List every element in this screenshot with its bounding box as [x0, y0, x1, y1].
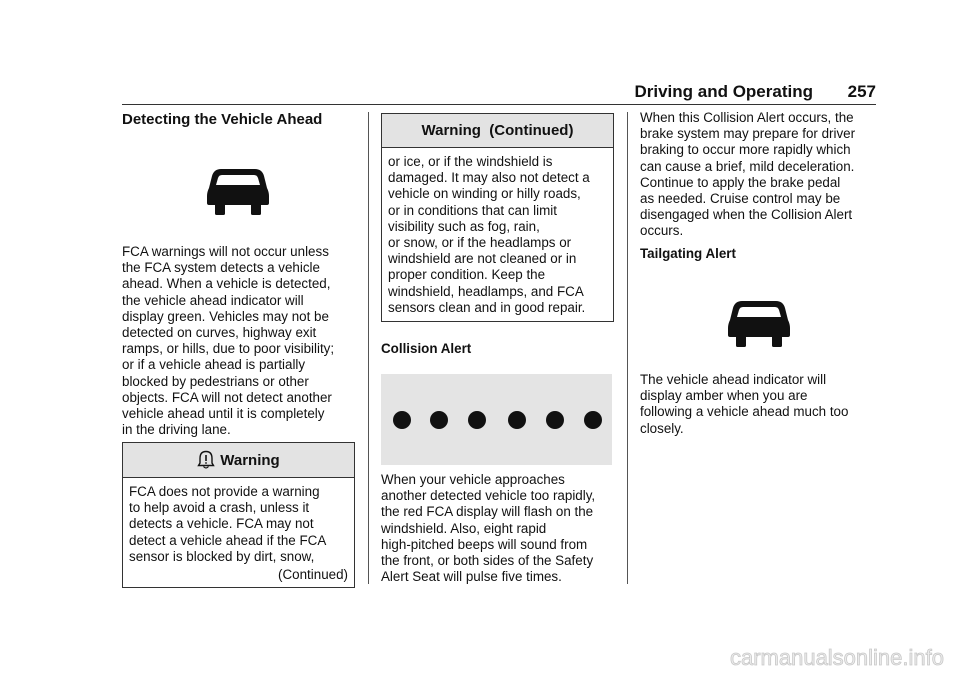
tailgating-alert-paragraph: The vehicle ahead indicator will display amber when you are following a vehicle ahead much too closely. [640, 372, 849, 436]
collision-alert-paragraph: When your vehicle approaches another detected vehicle too rapidly, the red FCA display will flash on the windshield. Also, eight rapid high-pitched beeps will sound from the front, or both sides of the Safety Alert Seat will pulse five times. [381, 472, 596, 585]
fca-detection-paragraph: FCA warnings will not occur unless the FCA system detects a vehicle ahead. When a vehicle is detected, the vehicle ahead indicator will display green. Vehicles may not be detected on curves, highway exit ramps, or hills, due to poor visibility; or if a vehicle ahead is partially blocked by pedestrians or other objects. FCA will not detect another vehicle ahead until it is completely in the driving lane. [122, 244, 335, 438]
alert-dot [430, 411, 448, 429]
warning-continued-text: or ice, or if the windshield is damaged. It may also not detect a vehicle on winding or hilly roads, or in conditions that can limit visibility such as fog, rain, or snow, or if the headlamps or windshield are not cleaned or in proper condition. Keep the windshield, headlamps, and FCA sensors clean and in good repair. [388, 154, 590, 315]
collision-alert-brake-paragraph: When this Collision Alert occurs, the brake system may prepare for driver braking to occur more rapidly which can cause a brief, mild deceleration. Continue to apply the brake pedal as needed. Cruise control may be disengaged when the Collision Alert occurs. [640, 110, 856, 239]
vehicle-ahead-icon [728, 298, 790, 348]
column-divider-left [368, 112, 369, 584]
page-number: 257 [847, 82, 876, 101]
header-rule [122, 104, 876, 105]
alert-dot [468, 411, 486, 429]
alert-dot [393, 411, 411, 429]
column-divider-right [627, 112, 628, 584]
alert-dot [584, 411, 602, 429]
warning-title: Warning [220, 451, 280, 469]
collision-alert-dots-icon [381, 374, 612, 465]
section-title: Detecting the Vehicle Ahead [122, 111, 323, 128]
warning-continued-box [381, 113, 614, 322]
warning-bell-icon [197, 450, 215, 470]
tailgating-alert-subhead: Tailgating Alert [640, 246, 736, 261]
alert-dot [546, 411, 564, 429]
warning-box-header [123, 443, 354, 478]
warning-continued-header: Warning (Continued) [382, 114, 613, 148]
running-header-title: Driving and Operating [634, 82, 813, 101]
warning-box [122, 442, 355, 588]
collision-alert-subhead: Collision Alert [381, 341, 472, 356]
svg-text:carmanualsonline.info: carmanualsonline.info [729, 645, 944, 670]
continued-label: (Continued) [278, 567, 348, 582]
watermark [608, 644, 948, 672]
warning-text: FCA does not provide a warning to help avoid a crash, unless it detects a vehicle. FCA may not detect a vehicle ahead if the FCA sensor is blocked by dirt, snow, [129, 484, 327, 564]
alert-dot [508, 411, 526, 429]
vehicle-ahead-icon [207, 166, 269, 216]
